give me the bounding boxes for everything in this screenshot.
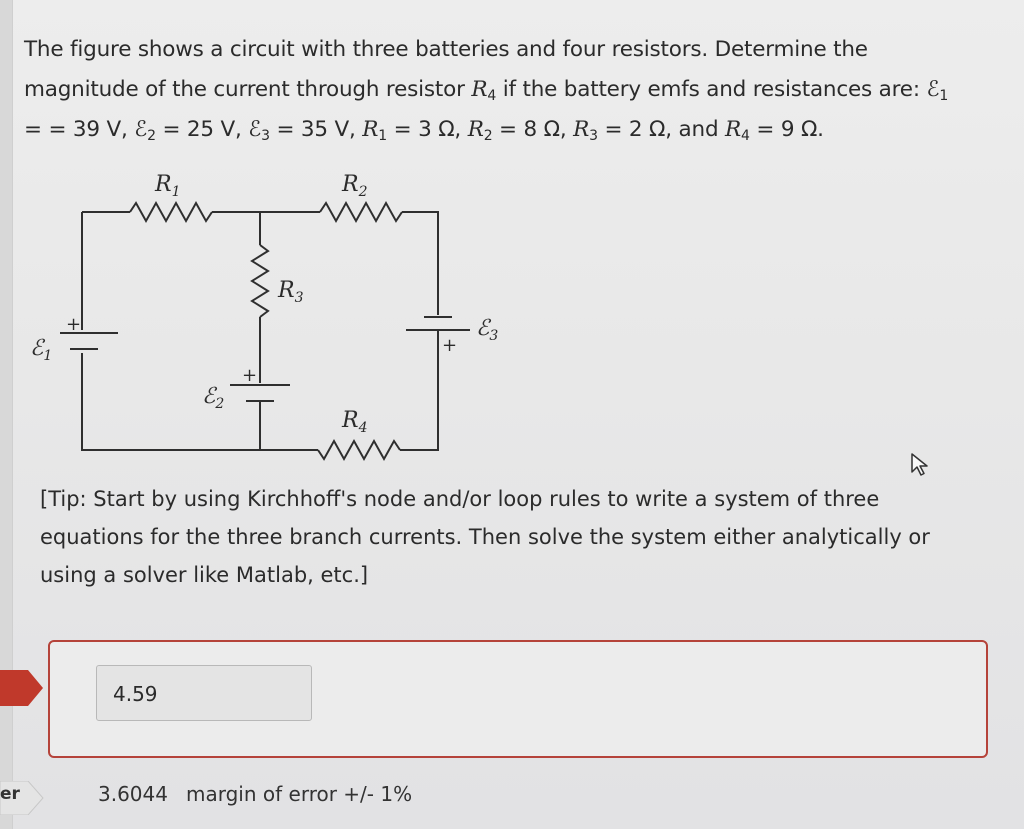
label-r2: $R_2$ bbox=[342, 172, 368, 200]
question-line-2: magnitude of the current through resistor $R_4$ if the battery emfs and resistances are: ℰ$_1$ bbox=[24, 77, 949, 104]
plus-e1: + bbox=[66, 314, 82, 335]
tip-line-1: [Tip: Start by using Kirchhoff's node and/or loop rules to write a system of three bbox=[40, 487, 880, 511]
resistor-r3-zigzag bbox=[252, 245, 268, 317]
tip-line-2: equations for the three branch currents. Then solve the system either analytically or bbox=[40, 525, 930, 549]
incorrect-marker-tab bbox=[0, 670, 44, 706]
answer-input[interactable]: 4.59 bbox=[96, 665, 312, 721]
correct-answer-tab-label: er bbox=[0, 784, 20, 804]
wire-right-lower bbox=[400, 330, 438, 450]
correct-answer-value: 3.6044 bbox=[98, 782, 168, 806]
circuit-diagram bbox=[20, 165, 540, 475]
wire-top-c bbox=[402, 212, 438, 315]
plus-e3: + bbox=[442, 335, 458, 356]
resistor-r4-zigzag bbox=[318, 441, 400, 459]
mouse-pointer-icon bbox=[910, 452, 932, 478]
label-e3: ℰ$_3$ bbox=[476, 316, 499, 344]
question-line-3: = = 39 V, ℰ$_2$ = 25 V, ℰ$_3$ = 35 V, $R_1 = 3$ Ω, $R_2 = 8$ Ω, $R_3 = 2$ Ω, and $R_4 = 9$ Ω. bbox=[24, 117, 824, 144]
correct-answer bbox=[98, 782, 412, 806]
question-text bbox=[24, 30, 1014, 150]
resistor-r1-zigzag bbox=[130, 203, 212, 221]
label-r3: $R_3$ bbox=[278, 278, 304, 306]
wire-bottom bbox=[82, 353, 318, 450]
question-line-1: The figure shows a circuit with three batteries and four resistors. Determine the bbox=[24, 37, 868, 62]
label-r1: $R_1$ bbox=[155, 172, 181, 200]
label-e1: ℰ$_1$ bbox=[30, 336, 53, 364]
label-e2: ℰ$_2$ bbox=[202, 384, 225, 412]
margin-of-error-note: margin of error +/- 1% bbox=[185, 782, 413, 806]
tip-text bbox=[40, 480, 980, 594]
resistor-r2-zigzag bbox=[320, 203, 402, 221]
tip-line-3: using a solver like Matlab, etc.] bbox=[40, 563, 369, 587]
label-r4: $R_4$ bbox=[342, 408, 368, 436]
plus-e2: + bbox=[242, 365, 258, 386]
